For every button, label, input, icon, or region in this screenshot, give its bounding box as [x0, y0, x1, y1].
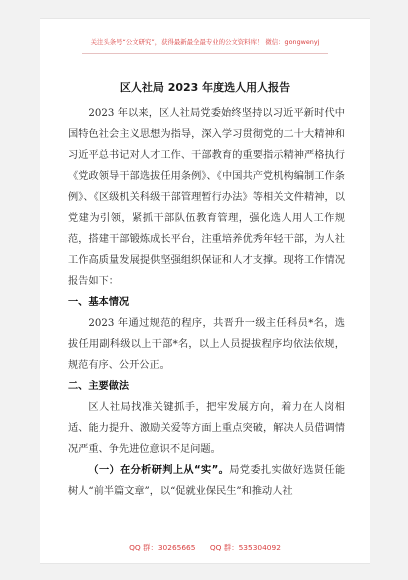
page-footer — [40, 542, 370, 553]
header-divider — [82, 53, 328, 54]
document-body — [68, 103, 345, 502]
section-heading-basic: 一、基本情况 — [68, 297, 130, 308]
subsection-body: 局党委扎实做好选贤任能树人“前半篇文章”，以“促就业保民生”和推动人社 — [68, 465, 346, 497]
footer-qq-group-2: QQ 群：535304092 — [209, 543, 281, 552]
footer-qq-group-1: QQ 群：30265665 — [129, 543, 196, 552]
page-header: 关注头条号“公文研究”，获得最新最全最专业的公文资料库！ 微信：gongwenyj — [90, 38, 320, 46]
section-basic-paragraph: 2023 年通过规范的程序，共晋升一级主任科员*名，选拔任用副科级以上干部*名，以上人员提拔程序均依法依规，规范有序、公开公正。 — [68, 318, 345, 371]
subsection-paragraph — [68, 460, 345, 502]
subsection-heading: （一）在分析研判上从“实”。 — [88, 465, 230, 476]
document-page — [40, 18, 370, 564]
section-practices-paragraph: 区人社局找准关键抓手，把牢发展方向，着力在人岗相适、能力提升、激励关爱等方面上重点突破，解决人员借调情况严重、争先进位意识不足问题。 — [68, 402, 345, 455]
section-heading-practices: 二、主要做法 — [68, 381, 130, 392]
intro-paragraph: 2023 年以来，区人社局党委始终坚持以习近平新时代中国特色社会主义思想为指导，深入学习贯彻党的二十大精神和习近平总书记对人才工作、干部教育的重要指示精神严格执行《党政领导干部选拔任用条例》、《中国共产党机构编制工作条例》、《区级机关科级干部管理暂行办法》等相关文件精神，以党建为引领，紧抓干部队伍教育管理，强化选人用人工作规范，搭建干部锻炼成长平台，注重培养优秀年轻干部，为人社工作高质量发展提供坚强组织保证和人才支撑。现将工作情况报告如下： — [68, 108, 345, 287]
document-title: 区人社局 2023 年度选人用人报告 — [119, 81, 291, 94]
